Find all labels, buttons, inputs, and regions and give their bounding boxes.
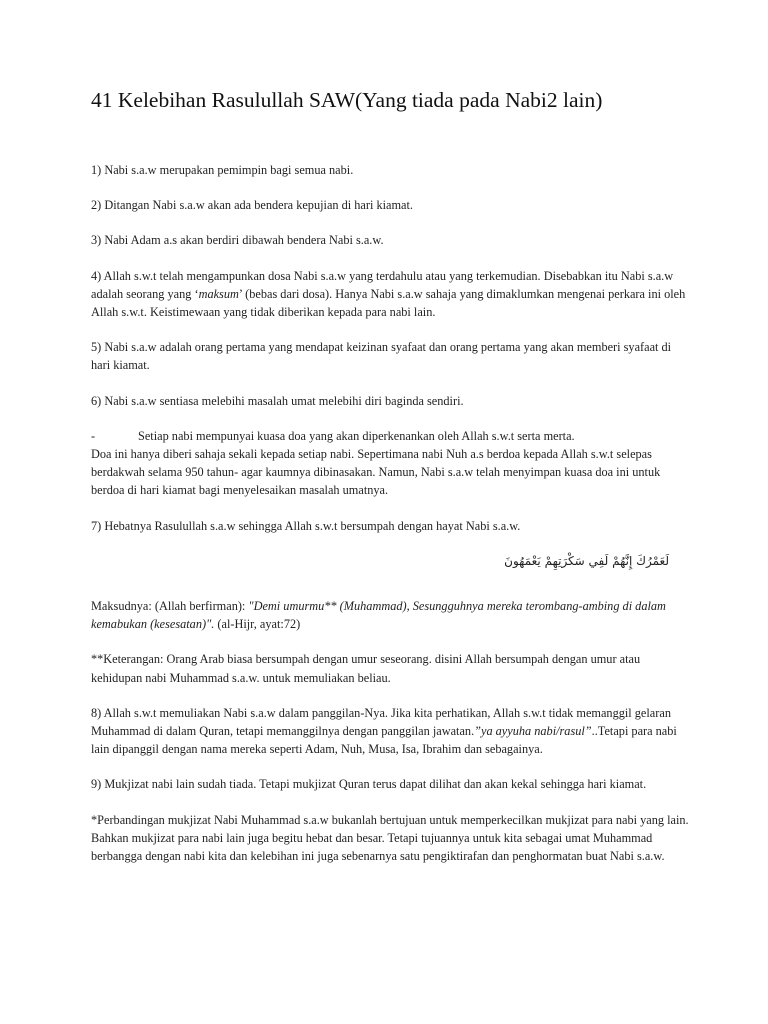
verse-meaning-reference: (al-Hijr, ayat:72) — [214, 617, 301, 632]
point-9: 9) Mukjizat nabi lain sudah tiada. Tetapi mukjizat Quran terus dapat dilihat dan akan kekal sehingga hari kiamat. — [91, 777, 647, 792]
bullet-item — [91, 427, 691, 445]
point-8 — [91, 704, 691, 759]
point-8-quote: ”ya ayyuha nabi/rasul” — [474, 724, 592, 739]
verse-meaning — [91, 597, 691, 633]
note-paragraph: **Keterangan: Orang Arab biasa bersumpah dengan umur seseorang. disini Allah bersumpah dengan umur atau kehidupan nabi Muhammad s.a.w. untuk memuliakan beliau. — [91, 652, 641, 685]
bullet-text: Setiap nabi mempunyai kuasa doa yang akan diperkenankan oleh Allah s.w.t serta merta. — [138, 428, 575, 443]
arabic-verse: لَعَمْرُكَ إِنَّهُمْ لَفِي سَكْرَتِهِمْ يَعْمَهُونَ — [504, 553, 669, 568]
point-8-text-b: ..Tetapi para nabi lain dipanggil dengan nama mereka seperti Adam, Nuh, Musa, Isa, Ibrahim dan sebagainya. — [91, 724, 677, 757]
verse-meaning-translation: "Demi umurmu** (Muhammad), Sesungguhnya mereka terombang-ambing di dalam kemabukan (kesesatan)". — [91, 599, 666, 632]
point-4 — [91, 267, 691, 322]
point-7: 7) Hebatnya Rasulullah s.a.w sehingga Allah s.w.t bersumpah dengan hayat Nabi s.a.w. — [91, 518, 521, 533]
point-2: 2) Ditangan Nabi s.a.w akan ada bendera kepujian di hari kiamat. — [91, 198, 413, 213]
comparison-paragraph: *Perbandingan mukjizat Nabi Muhammad s.a.w bukanlah bertujuan untuk memperkecilkan mukjizat para nabi yang lain. Bahkan mukjizat para nabi lain juga begitu hebat dan besar. Tetapi tujuannya untuk kita sebagai umat Muhammad berbangga dengan nabi kita dan kelebihan ini juga sebenarnya satu pengiktirafan dan penghormatan buat Nabi s.a.w. — [91, 812, 689, 864]
point-3: 3) Nabi Adam a.s akan berdiri dibawah bendera Nabi s.a.w. — [91, 233, 384, 248]
point-4-text-b: ’ (bebas dari dosa). Hanya Nabi s.a.w sahaja yang dimaklumkan mengenai perkara ini oleh Allah s.w.t. Keistimewaan yang tidak diberikan kepada para nabi lain. — [91, 286, 686, 320]
document-title: 41 Kelebihan Rasulullah SAW(Yang tiada pada Nabi2 lain) — [91, 88, 603, 112]
point-6: 6) Nabi s.a.w sentiasa melebihi masalah umat melebihi diri baginda sendiri. — [91, 393, 464, 408]
point-4-term: maksum — [198, 286, 239, 301]
bullet-marker: - — [91, 428, 96, 443]
doa-paragraph: Doa ini hanya diberi sahaja sekali kepada setiap nabi. Sepertimana nabi Nuh a.s berdoa kepada Allah s.w.t selepas berdakwah selama 950 tahun- agar kaumnya dibinasakan. Namun, Nabi s.a.w telah menyimpan kuasa doa ini untuk berdoa di hari kiamat bagi menyelesaikan masalah umatnya. — [91, 447, 661, 498]
point-8-text-a: 8) Allah s.w.t memuliakan Nabi s.a.w dalam panggilan-Nya. Jika kita perhatikan, Allah s.w.t tidak memanggil gelaran Muhammad di dalam Quran, tetapi memanggilnya dengan panggilan jawatan. — [91, 705, 671, 739]
point-5: 5) Nabi s.a.w adalah orang pertama yang mendapat keizinan syafaat dan orang pertama yang akan memberi syafaat di hari kiamat. — [91, 340, 672, 373]
document-body — [91, 161, 691, 882]
verse-meaning-prefix: Maksudnya: (Allah berfirman): — [91, 599, 249, 614]
point-4-text-a: 4) Allah s.w.t telah mengampunkan dosa Nabi s.a.w yang terdahulu atau yang terkemudian. Disebabkan itu Nabi s.a.w adalah seorang yang ‘ — [91, 268, 674, 301]
point-1: 1) Nabi s.a.w merupakan pemimpin bagi semua nabi. — [91, 163, 354, 177]
